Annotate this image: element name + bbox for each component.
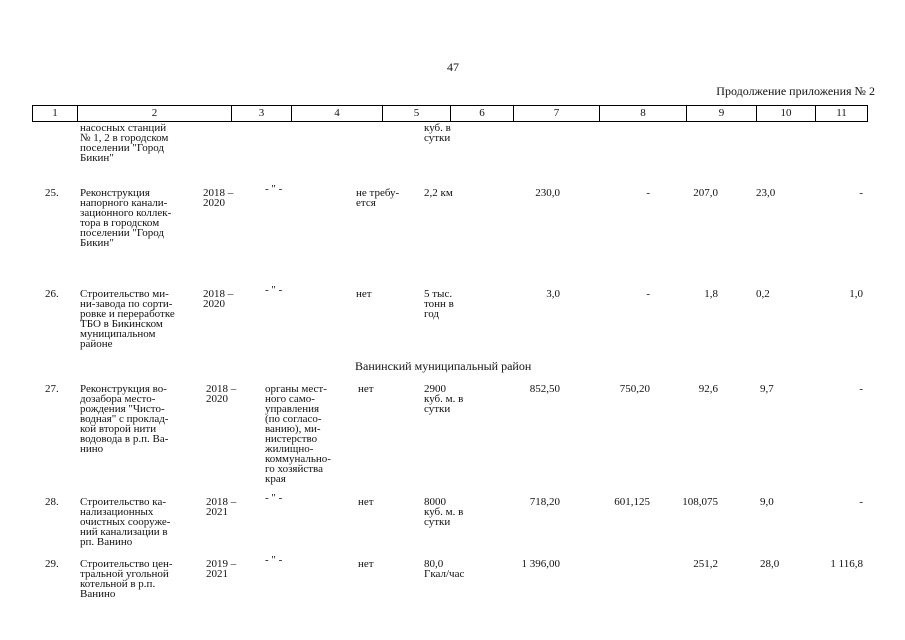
- col8-value: -: [646, 288, 650, 300]
- col11-value: -: [859, 383, 863, 395]
- capacity: 80,0 Гкал/час: [424, 558, 465, 580]
- capacity: 2900 куб. м. в сутки: [424, 383, 464, 415]
- continuation-label: Продолжение приложения № 2: [716, 84, 875, 98]
- capacity: 2,2 км: [424, 187, 453, 199]
- col7-value: 852,50: [529, 383, 560, 395]
- project-name: Строительство ми- ни-завода по сорти- ровке и переработке ТБО в Бикинском муниципальном районе: [80, 288, 175, 350]
- status: нет: [358, 383, 374, 395]
- status: не требу- ется: [356, 187, 400, 209]
- period: 2018 – 2021: [206, 496, 237, 518]
- column-header-row: [32, 105, 868, 122]
- col-header-3: 3: [232, 106, 292, 121]
- col9-value: 207,0: [693, 187, 718, 199]
- col-header-2: 2: [78, 106, 232, 121]
- row-number: 29.: [45, 558, 59, 570]
- executor: органы мест- ного само- управления (по согласо- ванию), ми- нистерство жилищно- коммунально- го хозяйства края: [265, 383, 331, 485]
- col11-value: 1 116,8: [830, 558, 863, 570]
- col-header-8: 8: [600, 106, 687, 121]
- col11-value: 1,0: [849, 288, 863, 300]
- col-header-7: 7: [514, 106, 600, 121]
- fragment-capacity: куб. в сутки: [424, 122, 451, 144]
- executor: - " -: [265, 492, 283, 504]
- period: 2018 – 2020: [206, 383, 237, 405]
- executor: - " -: [265, 183, 283, 195]
- col8-value: 601,125: [614, 496, 650, 508]
- status: нет: [356, 288, 372, 300]
- project-name: Строительство цен- тральной угольной котельной в р.п. Ванино: [80, 558, 173, 600]
- col8-value: 750,20: [619, 383, 650, 395]
- col10-value: 23,0: [756, 187, 776, 199]
- capacity: 8000 куб. м. в сутки: [424, 496, 464, 528]
- page-number: 47: [447, 60, 459, 74]
- district-heading: Ванинский муниципальный район: [355, 359, 532, 373]
- col-header-10: 10: [757, 106, 816, 121]
- period: 2018 – 2020: [203, 288, 234, 310]
- col9-value: 251,2: [693, 558, 718, 570]
- col-header-5: 5: [383, 106, 451, 121]
- row-number: 27.: [45, 383, 59, 395]
- col7-value: 3,0: [546, 288, 560, 300]
- col-header-6: 6: [451, 106, 514, 121]
- project-name: Реконструкция напорного канали- зационного коллек- тора в городском поселении "Город Бикин": [80, 187, 172, 249]
- project-name: Строительство ка- нализационных очистных сооруже- ний канализации в рп. Ванино: [80, 496, 171, 548]
- executor: - " -: [265, 284, 283, 296]
- col-header-1: 1: [33, 106, 78, 121]
- fragment-name: насосных станций № 1, 2 в городском поселении "Город Бикин": [80, 122, 169, 164]
- col10-value: 9,7: [760, 383, 774, 395]
- col7-value: 1 396,00: [521, 558, 560, 570]
- row-number: 28.: [45, 496, 59, 508]
- col7-value: 230,0: [535, 187, 560, 199]
- status: нет: [358, 558, 374, 570]
- col-header-4: 4: [292, 106, 383, 121]
- col10-value: 0,2: [756, 288, 770, 300]
- col9-value: 92,6: [698, 383, 718, 395]
- col11-value: -: [859, 496, 863, 508]
- period: 2019 – 2021: [206, 558, 237, 580]
- col10-value: 9,0: [760, 496, 774, 508]
- col10-value: 28,0: [760, 558, 780, 570]
- row-number: 26.: [45, 288, 59, 300]
- col8-value: -: [646, 187, 650, 199]
- col7-value: 718,20: [529, 496, 560, 508]
- col-header-9: 9: [687, 106, 757, 121]
- capacity: 5 тыс. тонн в год: [424, 288, 454, 320]
- col-header-11: 11: [836, 107, 847, 119]
- executor: - " -: [265, 554, 283, 566]
- project-name: Реконструкция во- дозабора место- рождения "Чисто- водная" с проклад- кой второй нити водовода в р.п. Ва- нино: [80, 383, 169, 455]
- status: нет: [358, 496, 374, 508]
- col9-value: 1,8: [704, 288, 718, 300]
- row-number: 25.: [45, 187, 59, 199]
- period: 2018 – 2020: [203, 187, 234, 209]
- col9-value: 108,075: [682, 496, 718, 508]
- col11-value: -: [859, 187, 863, 199]
